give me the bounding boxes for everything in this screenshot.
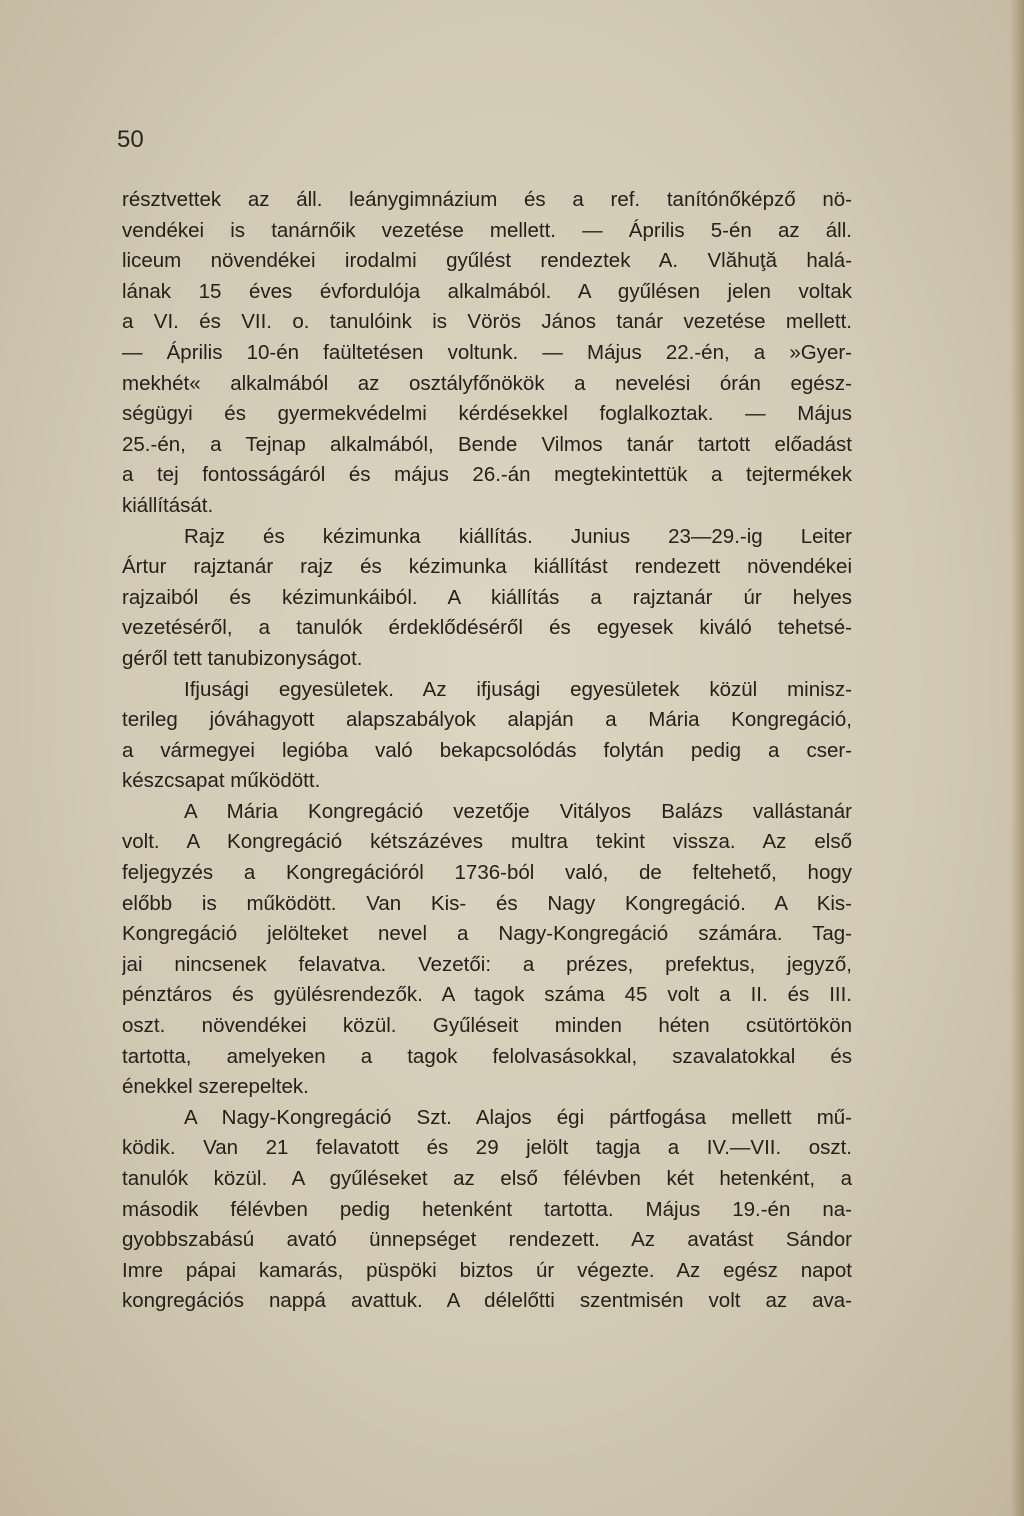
text-line: előbb is működött. Van Kis- és Nagy Kongregáció. A Kis- — [122, 891, 852, 915]
text-line: énekkel szerepeltek. — [122, 1075, 309, 1099]
text-line: készcsapat működött. — [122, 769, 321, 793]
text-line: Imre pápai kamarás, püspöki biztos úr végezte. Az egész napot — [122, 1258, 852, 1282]
body-text — [122, 185, 852, 1317]
text-line: A Nagy-Kongregáció Szt. Alajos égi pártfogása mellett mű- — [184, 1105, 852, 1129]
text-line: mekhét« alkalmából az osztályfőnökök a nevelési órán egész- — [122, 371, 852, 395]
text-line: kiállítását. — [122, 493, 214, 517]
page-edge-shadow — [1010, 0, 1024, 1516]
text-line: rajzaiból és kézimunkáiból. A kiállítás a rajztanár úr helyes — [122, 585, 852, 609]
text-line: pénztáros és gyülésrendezők. A tagok száma 45 volt a II. és III. — [122, 983, 852, 1007]
text-line: liceum növendékei irodalmi gyűlést rendeztek A. Vlăhuţă halá- — [122, 249, 852, 273]
text-line: terileg jóváhagyott alapszabályok alapján a Mária Kongregáció, — [122, 708, 852, 732]
text-line: Ifjusági egyesületek. Az ifjusági egyesületek közül minisz- — [184, 677, 852, 701]
text-line: résztvettek az áll. leánygimnázium és a ref. tanítónőképző nö- — [122, 188, 852, 211]
text-line: vezetéséről, a tanulók érdeklődéséről és egyesek kiváló tehetsé- — [122, 616, 852, 640]
text-line: lának 15 éves évfordulója alkalmából. A gyűlésen jelen voltak — [122, 279, 852, 303]
text-line: Rajz és kézimunka kiállítás. Junius 23—29.-ig Leiter — [184, 524, 852, 548]
text-line: Ártur rajztanár rajz és kézimunka kiállítást rendezett növendékei — [122, 555, 852, 579]
text-line: volt. A Kongregáció kétszázéves multra tekint vissza. Az első — [122, 830, 852, 854]
text-line: második félévben pedig hetenként tartotta. Május 19.-én na- — [122, 1197, 852, 1221]
text-line: jai nincsenek felavatva. Vezetői: a prézes, prefektus, jegyző, — [122, 952, 852, 976]
text-line: gyobbszabású avató ünnepséget rendezett. Az avatást Sándor — [122, 1228, 852, 1252]
page-number: 50 — [117, 126, 144, 153]
text-line: 25.-én, a Tejnap alkalmából, Bende Vilmos tanár tartott előadást — [122, 432, 852, 456]
text-line: — Április 10-én faültetésen voltunk. — Május 22.-én, a »Gyer- — [122, 340, 852, 364]
text-line: kongregációs nappá avattuk. A délelőtti szentmisén volt az ava- — [122, 1289, 852, 1313]
text-line: tartotta, amelyeken a tagok felolvasásokkal, szavalatokkal és — [122, 1044, 852, 1068]
text-line: ködik. Van 21 felavatott és 29 jelölt tagja a IV.—VII. oszt. — [122, 1136, 852, 1160]
text-line: ségügyi és gyermekvédelmi kérdésekkel foglalkoztak. — Május — [122, 402, 852, 426]
text-line: a VI. és VII. o. tanulóink is Vörös János tanár vezetése mellett. — [122, 310, 852, 334]
text-line: a tej fontosságáról és május 26.-án megtekintettük a tejtermékek — [122, 463, 852, 487]
text-line: feljegyzés a Kongregációról 1736-ból való, de feltehető, hogy — [122, 861, 852, 885]
text-line: géről tett tanubizonyságot. — [122, 646, 363, 670]
text-line: a vármegyei legióba való bekapcsolódás folytán pedig a cser- — [122, 738, 852, 762]
text-line: Kongregáció jelölteket nevel a Nagy-Kongregáció számára. Tag- — [122, 922, 852, 946]
text-line: oszt. növendékei közül. Gyűléseit minden héten csütörtökön — [122, 1014, 852, 1038]
text-line: A Mária Kongregáció vezetője Vitályos Balázs vallástanár — [184, 799, 852, 823]
text-line: tanulók közül. A gyűléseket az első félévben két hetenként, a — [122, 1167, 852, 1190]
text-line: vendékei is tanárnőik vezetése mellett. — Április 5-én az áll. — [122, 218, 852, 242]
